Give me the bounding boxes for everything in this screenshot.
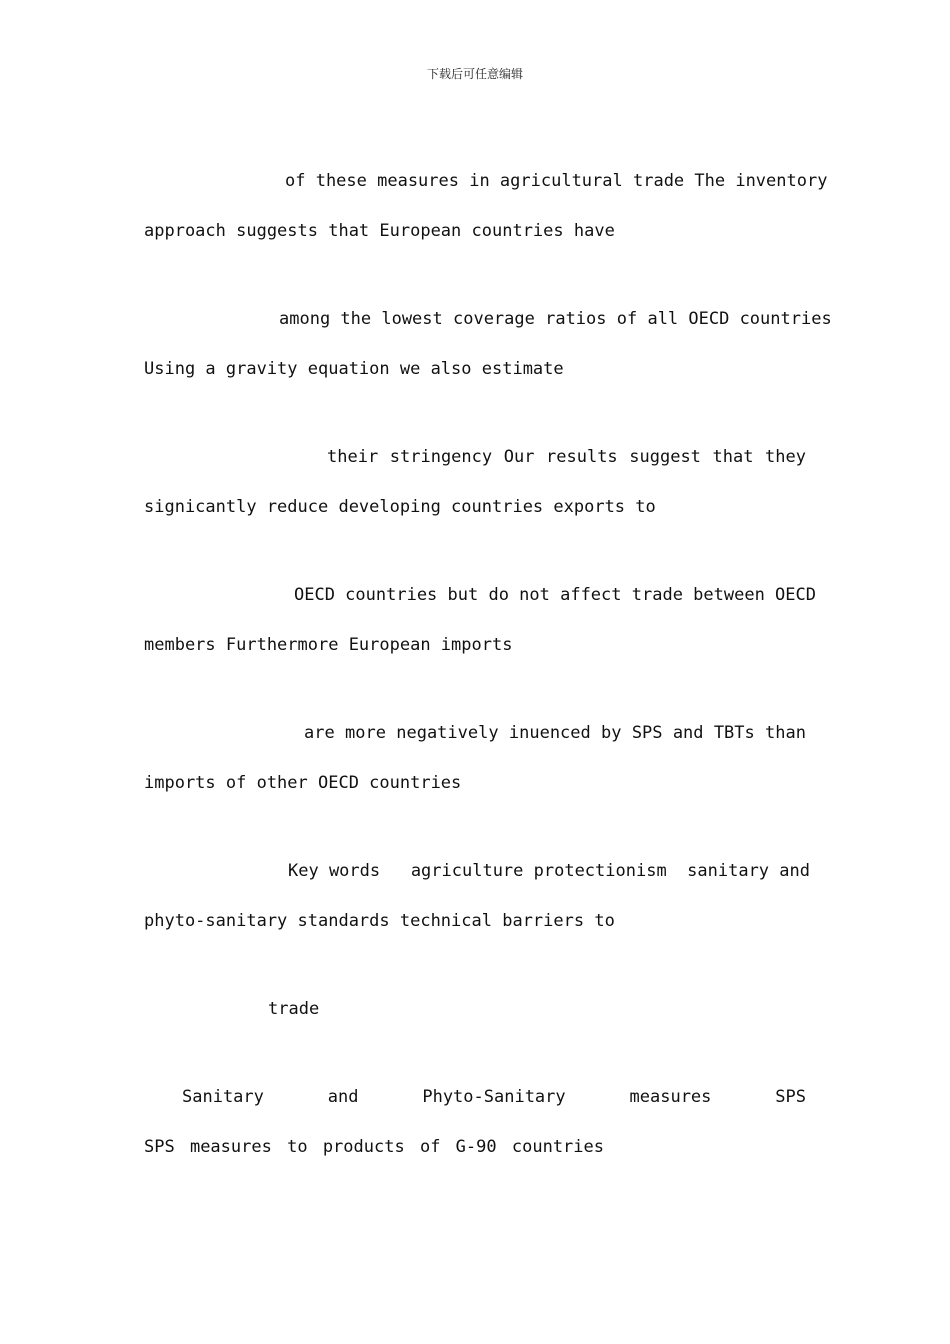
paragraph-3-line-1: their stringency Our results suggest that they — [327, 447, 806, 467]
paragraph-1-line-1: of these measures in agricultural trade The inventory — [285, 171, 828, 191]
page-header: 下载后可任意编辑 — [426, 67, 523, 81]
paragraph-1-line-2: approach suggests that European countries have — [144, 221, 615, 241]
paragraph-7-line-1: Sanitary and Phyto-Sanitary measures SPS — [182, 1087, 806, 1107]
paragraph-4-line-2: members Furthermore European imports — [144, 635, 513, 655]
paragraph-2-line-1: among the lowest coverage ratios of all OECD countries — [279, 309, 832, 329]
keywords-line-3: trade — [268, 999, 320, 1019]
paragraph-7-line-2: SPS measures to products of G-90 countries — [144, 1137, 604, 1157]
paragraph-4-line-1: OECD countries but do not affect trade between OECD — [294, 585, 816, 605]
paragraph-5-line-1: are more negatively inuenced by SPS and TBTs than — [304, 723, 806, 743]
paragraph-2-line-2: Using a gravity equation we also estimate — [144, 359, 564, 379]
keywords-line-1: Key words agriculture protectionism sanitary and — [288, 861, 810, 881]
paragraph-3-line-2: signicantly reduce developing countries exports to — [144, 497, 656, 517]
keywords-line-2: phyto-sanitary standards technical barriers to — [144, 911, 615, 931]
paragraph-5-line-2: imports of other OECD countries — [144, 773, 462, 793]
